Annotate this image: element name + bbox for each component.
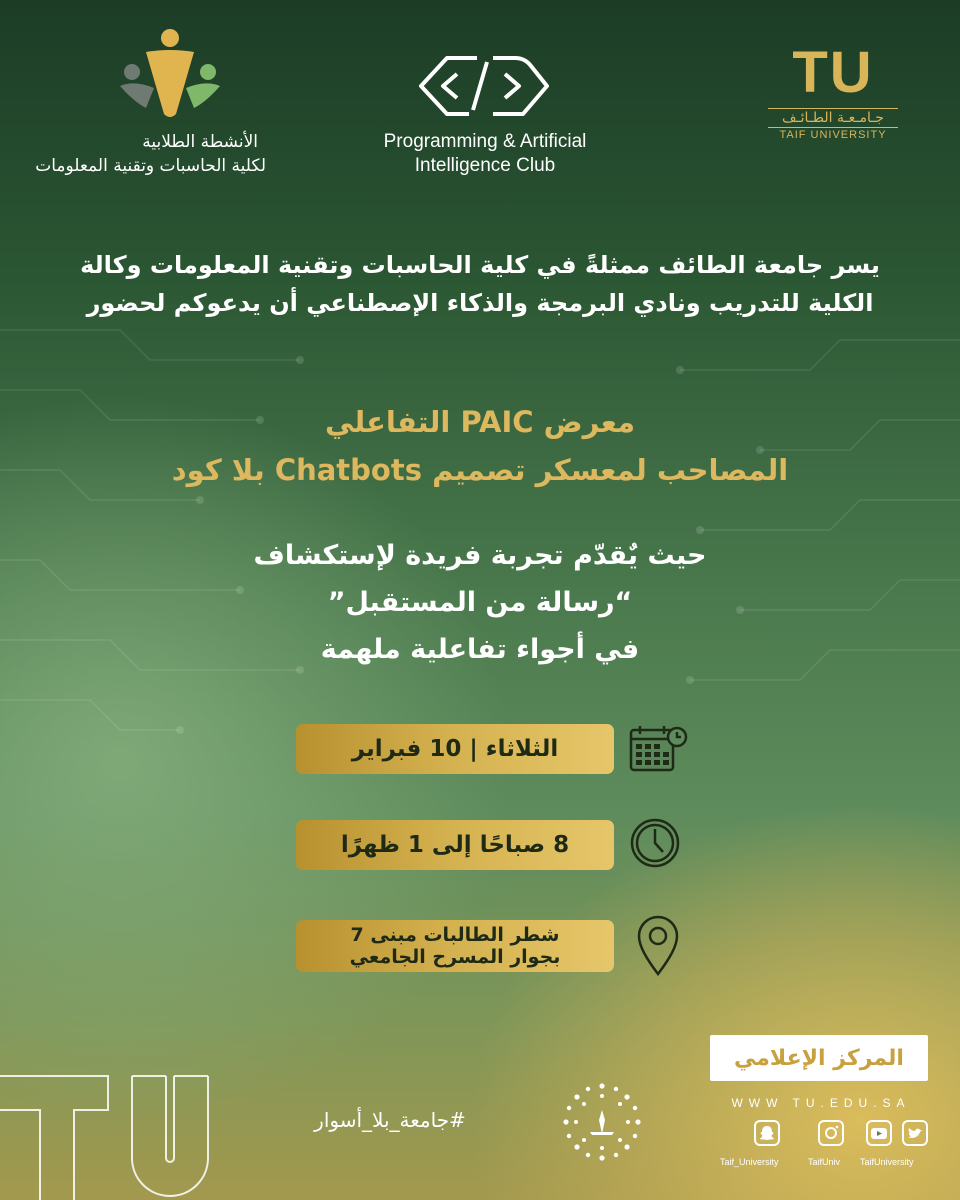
event-title-line2: المصاحب لمعسكر تصميم Chatbots بلا كود	[171, 453, 789, 487]
taif-university-logo	[768, 40, 898, 156]
location-line2: بجوار المسرح الجامعي	[349, 946, 561, 968]
description-line2: “رسالة من المستقبل”	[327, 587, 633, 618]
media-center-badge	[710, 1035, 928, 1081]
snapchat-icon[interactable]	[754, 1120, 780, 1146]
saudi-emblem-icon	[560, 1080, 644, 1164]
event-date: الثلاثاء | 10 فبراير	[351, 736, 559, 762]
club-name-line2: Intelligence Club	[414, 155, 556, 176]
calendar-icon	[628, 724, 690, 774]
tu-outline-logo	[0, 1066, 250, 1200]
university-name-en: TAIF UNIVERSITY	[768, 127, 898, 141]
club-name-line1: Programming & Artificial	[383, 131, 587, 152]
description-line1: حيث يٌقدّم تجربة فريدة لإستكشاف	[253, 540, 707, 571]
media-center-label: المركز الإعلامي	[734, 1045, 904, 1071]
website-link[interactable]: WWW TU.EDU.SA	[731, 1096, 911, 1110]
location-pill	[296, 920, 614, 972]
intro-line2: الكلية للتدريب ونادي البرمجة والذكاء الإصطناعي أن يدعوكم لحضور	[86, 289, 874, 317]
people-logo-icon	[120, 28, 220, 124]
intro-line1: يسر جامعة الطائف ممثلةً في كلية الحاسبات وتقنية المعلومات وكالة	[80, 251, 880, 279]
youtube-twitter-handle: TaifUniversity	[860, 1157, 914, 1167]
clock-icon	[628, 816, 682, 870]
code-club-logo-icon	[417, 52, 553, 120]
instagram-handle: TaifUniv	[808, 1157, 841, 1167]
university-name-ar: جـامـعـة الطـائـف	[768, 108, 898, 127]
time-pill	[296, 820, 614, 870]
snapchat-handle: Taif_University	[720, 1157, 779, 1167]
description-line3: في أجواء تفاعلية ملهمة	[320, 634, 640, 665]
social-links	[720, 1120, 932, 1170]
instagram-icon[interactable]	[818, 1120, 844, 1146]
tu-mark: TU	[792, 40, 874, 105]
twitter-icon[interactable]	[902, 1120, 928, 1146]
student-activities-subtitle: لكلية الحاسبات وتقنية المعلومات	[35, 156, 266, 176]
paic-club-logo	[352, 52, 618, 182]
student-activities-logo	[35, 28, 280, 178]
location-line1: شطر الطالبات مبنى 7	[350, 924, 560, 946]
date-pill	[296, 724, 614, 774]
event-title-line1: معرض PAIC التفاعلي	[324, 405, 636, 439]
hashtag: #جامعة_بلا_أسوار	[314, 1108, 466, 1132]
student-activities-title: الأنشطة الطلابية	[142, 132, 258, 152]
location-pin-icon	[636, 914, 680, 978]
event-description	[60, 532, 900, 673]
event-time: 8 صباحًا إلى 1 ظهرًا	[340, 832, 570, 858]
youtube-icon[interactable]	[866, 1120, 892, 1146]
intro-text	[60, 246, 900, 322]
event-title	[60, 398, 900, 494]
